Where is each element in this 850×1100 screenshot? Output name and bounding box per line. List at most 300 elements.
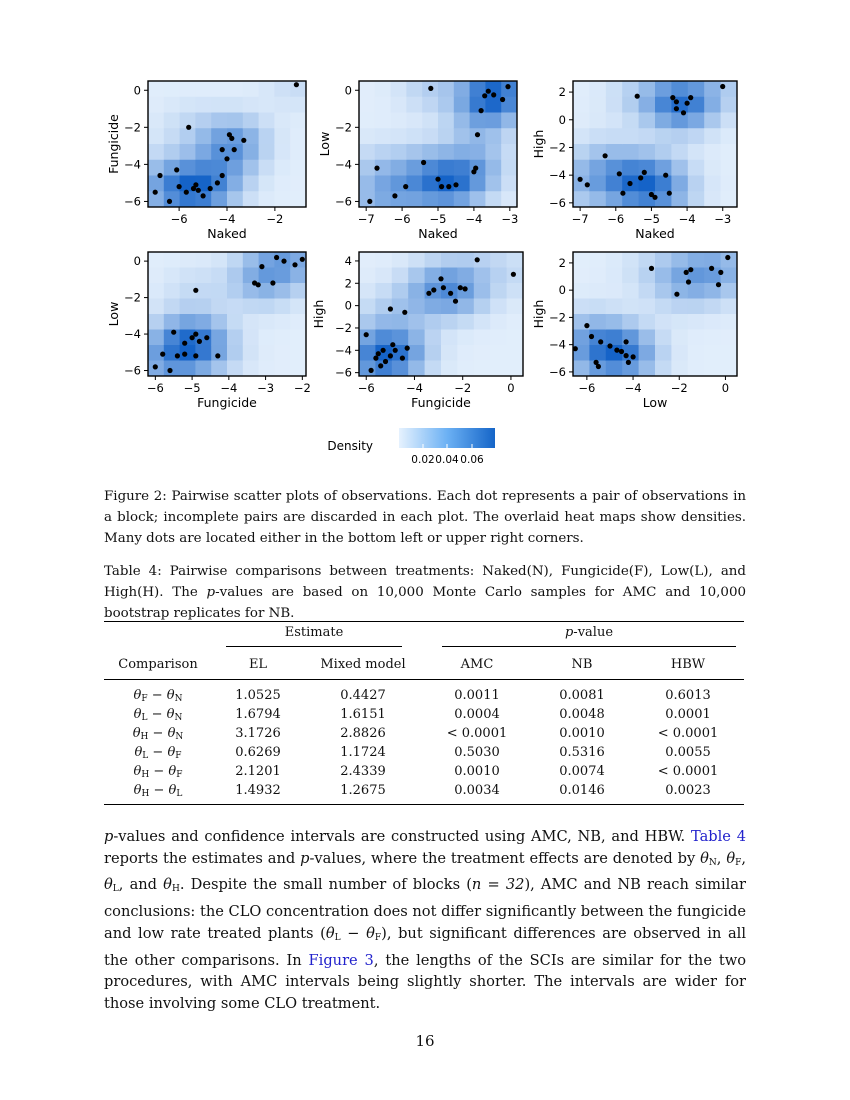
density-cell [227, 176, 243, 192]
density-cell [688, 191, 705, 207]
density-cell [259, 330, 275, 346]
density-cell [639, 299, 656, 315]
data-point [482, 93, 487, 98]
density-cell [375, 176, 391, 192]
density-cell [454, 97, 470, 113]
value-cell: 2.1201 [235, 764, 281, 779]
data-point [367, 199, 372, 204]
density-cell [195, 361, 211, 377]
density-cell [243, 330, 259, 346]
col-header: NB [532, 649, 632, 680]
data-point [426, 291, 431, 296]
density-cell [148, 314, 164, 330]
density-cell [704, 128, 721, 144]
density-cell [490, 314, 507, 330]
density-cell [454, 191, 470, 207]
density-cell [655, 361, 672, 377]
data-point [720, 84, 725, 89]
density-cell [474, 283, 491, 299]
value-cell: 0.0055 [665, 745, 711, 760]
value-cell: 0.6013 [665, 688, 711, 703]
density-cell [704, 361, 721, 377]
x-tick-label: −5 [183, 381, 201, 395]
density-cell [227, 97, 243, 113]
data-point [174, 167, 179, 172]
data-point [663, 173, 668, 178]
y-tick-label: 0 [133, 83, 141, 98]
density-cell [490, 345, 507, 361]
table-row [104, 705, 744, 724]
y-tick-label: −6 [124, 363, 141, 378]
data-point [378, 363, 383, 368]
density-cell [501, 81, 517, 97]
density-cell [655, 160, 672, 176]
density-cell [180, 252, 196, 268]
density-cell [180, 144, 196, 160]
density-cell [259, 128, 275, 144]
data-point [649, 266, 654, 271]
density-cell [688, 330, 705, 346]
data-point [709, 266, 714, 271]
y-tick-label: −2 [124, 290, 141, 305]
table-caption [104, 561, 746, 624]
body-paragraph: p-values and confidence intervals are constructed using AMC, NB, and HBW. Table 4 reports the estimates and p-values, where the treatment effects are denoted by $\theta_N$, $\theta_F$, $\theta_L$, and $\theta_H$. Despite the small number of blocks (n = 32), AMC and NB reach similar conclusions: the CLO concentration does not differ significantly between the fungicide and low rate treated plants $(\theta_L - \theta_F)$, but significant differences are observed in all the other comparisons. In Figure 3, the lengths of the SCIs are similar for the two procedures, with AMC intervals being slightly shorter. The intervals are wider for those involving some CLO treatment. [104, 828, 747, 1012]
density-cell [408, 299, 425, 315]
y-tick-label: 0 [133, 254, 141, 269]
density-cell [406, 81, 422, 97]
density-cell [375, 283, 392, 299]
density-cell [655, 252, 672, 268]
density-cell [164, 113, 180, 129]
value-cell: 0.0034 [422, 781, 532, 805]
col-header: HBW [632, 649, 744, 680]
scatter-panel [106, 252, 311, 410]
data-point [374, 166, 379, 171]
density-cell [195, 268, 211, 284]
data-point [596, 364, 601, 369]
density-cell [485, 176, 501, 192]
density-cell [391, 191, 407, 207]
density-cell [148, 144, 164, 160]
x-tick-label: −3 [714, 212, 732, 226]
x-tick-label: −6 [357, 381, 375, 395]
density-cell [290, 97, 306, 113]
x-tick-label: −2 [454, 381, 472, 395]
comparison-cell: $\theta_L - \theta_N$ [133, 706, 183, 723]
density-cell [485, 191, 501, 207]
density-cell [639, 81, 656, 97]
data-point [160, 352, 165, 357]
data-point [453, 182, 458, 187]
density-cell [639, 144, 656, 160]
density-cell [408, 268, 425, 284]
density-cell [392, 361, 409, 377]
density-cell [391, 128, 407, 144]
density-cell [227, 345, 243, 361]
density-cell [425, 361, 442, 377]
density-cell [622, 113, 639, 129]
data-point [584, 323, 589, 328]
density-cell [274, 314, 290, 330]
table-row [104, 762, 744, 781]
density-cell [391, 176, 407, 192]
density-cell [359, 97, 375, 113]
value-cell: < 0.0001 [657, 726, 719, 741]
table-caption-text: -values are based on 10,000 Monte Carlo samples for AMC and 10,000 bootstrap replicates for NB. [104, 585, 746, 621]
density-cell [655, 97, 672, 113]
data-point [638, 175, 643, 180]
density-cell [408, 314, 425, 330]
data-point [383, 359, 388, 364]
density-cell [195, 97, 211, 113]
density-cell [490, 283, 507, 299]
figure-caption: Figure 2: Pairwise scatter plots of observations. Each dot represents a pair of observations in a block; incomplete pairs are discarded in each plot. The overlaid heat maps show densities. Many dots are located either in the bottom left or upper right corners. [104, 489, 746, 546]
density-cell [438, 128, 454, 144]
value-cell: 0.4427 [340, 688, 386, 703]
data-point [196, 188, 201, 193]
data-point [475, 257, 480, 262]
data-point [652, 195, 657, 200]
density-cell [441, 252, 458, 268]
density-cell [704, 330, 721, 346]
density-cell [688, 345, 705, 361]
y-tick-label: 0 [558, 112, 566, 127]
density-cell [671, 160, 688, 176]
density-cell [243, 361, 259, 377]
data-point [681, 110, 686, 115]
density-cell [164, 283, 180, 299]
density-cell [606, 144, 623, 160]
density-cell [606, 314, 623, 330]
data-point [193, 182, 198, 187]
density-cell [704, 176, 721, 192]
density-cell [195, 144, 211, 160]
density-cell [454, 144, 470, 160]
density-cell [655, 268, 672, 284]
data-point [208, 186, 213, 191]
density-cell [274, 283, 290, 299]
data-point [631, 354, 636, 359]
comparison-cell: $\theta_L - \theta_F$ [134, 744, 182, 761]
density-cell [180, 160, 196, 176]
density-cell [274, 144, 290, 160]
density-cell [573, 252, 590, 268]
y-tick-label: −6 [124, 194, 141, 209]
density-cell [671, 252, 688, 268]
density-cell [359, 330, 376, 346]
data-point [294, 82, 299, 87]
x-tick-label: 0 [507, 381, 515, 395]
x-axis-label: Naked [207, 226, 247, 241]
data-point [241, 138, 246, 143]
data-point [435, 177, 440, 182]
density-cell [148, 330, 164, 346]
density-cell [573, 191, 590, 207]
y-tick-label: −2 [549, 140, 566, 155]
density-cell [422, 191, 438, 207]
density-cell [589, 314, 606, 330]
x-tick-label: −4 [218, 212, 236, 226]
data-point [614, 348, 619, 353]
y-tick-label: −2 [335, 120, 352, 135]
density-cell [375, 113, 391, 129]
y-tick-label: −6 [549, 364, 566, 379]
x-axis-label: Fungicide [411, 395, 471, 410]
density-cell [425, 345, 442, 361]
density-cell [438, 176, 454, 192]
density-cell [180, 299, 196, 315]
data-point [589, 334, 594, 339]
density-cell [606, 252, 623, 268]
density-cell [211, 160, 227, 176]
density-cell [195, 299, 211, 315]
density-cell [606, 283, 623, 299]
density-cell [721, 81, 738, 97]
data-point [446, 184, 451, 189]
density-cell [195, 160, 211, 176]
density-cell [704, 113, 721, 129]
density-cell [721, 144, 738, 160]
data-point [428, 86, 433, 91]
density-cell [290, 283, 306, 299]
density-cell [639, 283, 656, 299]
value-cell: 0.0081 [559, 688, 605, 703]
data-point [578, 177, 583, 182]
density-cell [474, 299, 491, 315]
density-cell [606, 176, 623, 192]
density-cell [639, 128, 656, 144]
density-cell [259, 144, 275, 160]
data-point [373, 356, 378, 361]
density-cell [195, 81, 211, 97]
density-cell [180, 97, 196, 113]
density-cell [441, 345, 458, 361]
density-cell [457, 268, 474, 284]
density-cell [290, 191, 306, 207]
density-cell [721, 283, 738, 299]
density-cell [227, 191, 243, 207]
density-cell [721, 176, 738, 192]
density-cell [164, 314, 180, 330]
data-point [393, 348, 398, 353]
density-cell [457, 252, 474, 268]
density-cell [606, 113, 623, 129]
density-cell [704, 144, 721, 160]
y-tick-label: −2 [124, 120, 141, 135]
x-tick-label: −2 [293, 381, 311, 395]
density-cell [408, 330, 425, 346]
density-cell [573, 299, 590, 315]
data-point [670, 95, 675, 100]
y-tick-label: 2 [558, 85, 566, 100]
data-point [300, 257, 305, 262]
data-point [688, 267, 693, 272]
x-axis-label: Low [642, 395, 668, 410]
density-cell [671, 81, 688, 97]
density-cell [606, 268, 623, 284]
density-cell [721, 330, 738, 346]
density-cell [589, 113, 606, 129]
data-point [448, 291, 453, 296]
density-cell [180, 314, 196, 330]
density-cell [671, 144, 688, 160]
density-cell [422, 113, 438, 129]
density-cell [259, 176, 275, 192]
data-point [259, 264, 264, 269]
density-cell [408, 361, 425, 377]
data-point [500, 97, 505, 102]
density-cell [655, 314, 672, 330]
scatter-panel [106, 81, 307, 241]
density-cell [474, 268, 491, 284]
x-tick-label: −6 [146, 381, 164, 395]
legend-tick-label: 0.04 [435, 454, 459, 466]
density-cell [406, 128, 422, 144]
page-number: 16 [415, 1032, 435, 1050]
density-cell [622, 97, 639, 113]
density-cell [148, 252, 164, 268]
data-point [453, 299, 458, 304]
value-cell: 1.6151 [340, 707, 386, 722]
density-cell [148, 128, 164, 144]
y-tick-label: −4 [549, 337, 566, 352]
y-tick-label: 0 [558, 283, 566, 298]
density-cell [606, 81, 623, 97]
density-cell [211, 191, 227, 207]
density-cell [704, 81, 721, 97]
data-point [392, 193, 397, 198]
density-cell [507, 361, 524, 377]
density-cell [243, 160, 259, 176]
data-point [688, 95, 693, 100]
density-cell [148, 160, 164, 176]
figure-3-link[interactable]: Figure 3 [308, 951, 374, 969]
density-cell [243, 299, 259, 315]
density-cell [211, 252, 227, 268]
density-cell [274, 268, 290, 284]
density-cell [392, 252, 409, 268]
data-point [193, 353, 198, 358]
legend-title: Density [327, 439, 373, 453]
density-cell [441, 361, 458, 377]
data-point [505, 84, 510, 89]
density-cell [655, 299, 672, 315]
table-4-link[interactable]: Table 4 [690, 828, 746, 845]
data-point [627, 181, 632, 186]
density-cell [359, 81, 375, 97]
density-cell [406, 113, 422, 129]
density-cell [671, 314, 688, 330]
density-cell [406, 144, 422, 160]
x-tick-label: 0 [721, 381, 730, 395]
data-point [475, 132, 480, 137]
density-cell [485, 128, 501, 144]
density-cell [721, 113, 738, 129]
density-cell [441, 330, 458, 346]
density-cell [274, 361, 290, 377]
density-cell [589, 176, 606, 192]
x-tick-label: −6 [393, 212, 411, 226]
density-cell [359, 268, 376, 284]
density-cell [507, 330, 524, 346]
density-cell [454, 81, 470, 97]
table-row [104, 724, 744, 743]
density-cell [688, 128, 705, 144]
value-cell: 0.0011 [454, 688, 500, 703]
value-cell: 0.0074 [559, 764, 605, 779]
density-cell [290, 144, 306, 160]
x-tick-label: −3 [257, 381, 275, 395]
data-point [617, 171, 622, 176]
density-cell [622, 283, 639, 299]
density-cell [573, 160, 590, 176]
data-point [607, 343, 612, 348]
scatter-panel [311, 252, 524, 410]
density-cell [211, 314, 227, 330]
value-cell: 1.4932 [212, 781, 304, 805]
density-cell [391, 113, 407, 129]
density-cell [655, 128, 672, 144]
data-point [376, 351, 381, 356]
density-cell [259, 361, 275, 377]
density-cell [438, 144, 454, 160]
density-cell [243, 252, 259, 268]
density-cell [671, 283, 688, 299]
data-point [642, 170, 647, 175]
density-cell [688, 283, 705, 299]
density-cell [375, 81, 391, 97]
density-cell [180, 128, 196, 144]
density-cell [639, 345, 656, 361]
data-point [685, 101, 690, 106]
scatter-panel [317, 81, 518, 241]
y-tick-label: 2 [344, 276, 352, 291]
x-tick-label: −2 [670, 381, 688, 395]
density-cell [422, 97, 438, 113]
density-cell [227, 361, 243, 377]
density-cell [392, 283, 409, 299]
density-cell [243, 268, 259, 284]
density-cell [704, 191, 721, 207]
data-point [388, 353, 393, 358]
value-cell: 0.0048 [559, 707, 605, 722]
density-cell [501, 144, 517, 160]
density-cell [274, 345, 290, 361]
density-cell [425, 314, 442, 330]
table-caption-p: p [206, 585, 216, 600]
data-point [603, 153, 608, 158]
figure-2 [0, 0, 850, 480]
density-cell [259, 345, 275, 361]
density-cell [688, 81, 705, 97]
density-cell [227, 299, 243, 315]
density-cell [359, 361, 376, 377]
value-cell: 1.0525 [235, 688, 281, 703]
density-cell [470, 176, 486, 192]
density-cell [274, 176, 290, 192]
data-point [718, 270, 723, 275]
density-cell [606, 191, 623, 207]
data-point [256, 282, 261, 287]
data-point [674, 106, 679, 111]
density-cell [227, 268, 243, 284]
data-point [281, 259, 286, 264]
data-point [184, 190, 189, 195]
density-cell [290, 176, 306, 192]
table-row [104, 781, 744, 805]
group-header-pvalue: p-value [442, 625, 736, 647]
density-cell [490, 330, 507, 346]
